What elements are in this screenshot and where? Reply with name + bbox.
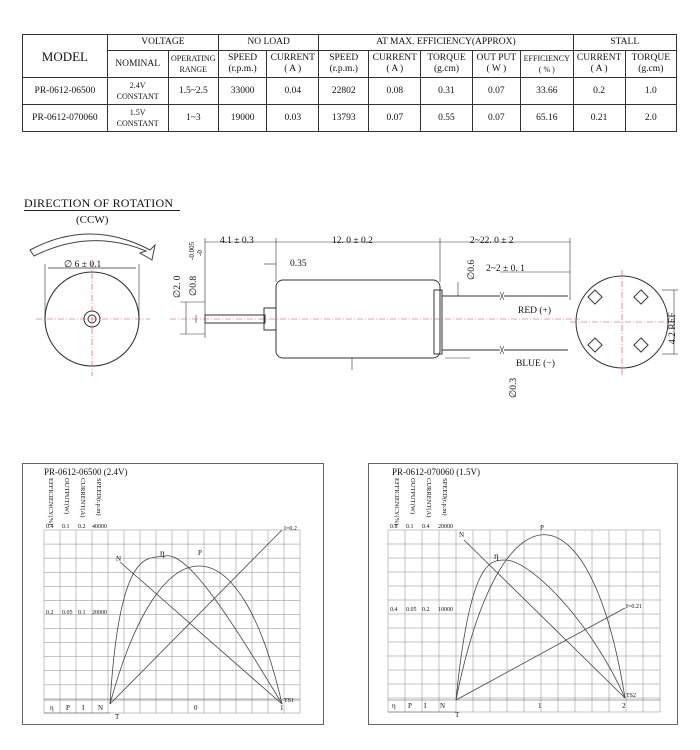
chart2-top-output: 0.1 <box>406 524 414 530</box>
dia-body-label: ∅ 6 ± 0.1 <box>64 260 102 270</box>
chart2-top-eff: 0.8 <box>390 524 398 530</box>
row-nl-current: 0.03 <box>267 105 319 132</box>
row-range: 1~3 <box>168 105 218 132</box>
chart1-mid-speed: 20000 <box>92 610 107 616</box>
chart2-mid-speed: 10000 <box>438 607 453 613</box>
chart2-axis-current: CURRENT(A) <box>425 478 432 518</box>
ccw-label: (CCW) <box>76 214 109 226</box>
red-wire-label: RED (+) <box>518 306 552 316</box>
row-model: PR-0612-070060 <box>23 105 108 132</box>
chart2-xtick-0: 1 <box>538 702 542 710</box>
dia-shaft-label: ∅0.8 <box>189 275 199 296</box>
chart1-mid-current: 0.1 <box>78 610 86 616</box>
chart2-eta-label: η <box>494 551 499 561</box>
chart2-curves <box>456 535 625 700</box>
blue-wire-label: BLUE (−) <box>516 359 555 369</box>
row-nl-speed: 19000 <box>219 105 267 132</box>
chart1-i-label: I=0.2 <box>284 526 297 532</box>
chart2-mid-current: 0.2 <box>422 607 430 613</box>
row-model: PR-0612-06500 <box>23 78 108 105</box>
chart2-foot-p: P <box>408 702 412 710</box>
dim-22-label: 2~2 ± 0. 1 <box>486 264 525 274</box>
chart1-foot-i: I <box>82 704 85 712</box>
dim-2220-label: 2~22. 0 ± 2 <box>470 236 514 246</box>
range-header: OPERATING RANGE <box>168 51 218 78</box>
chart2-mid-eff: 0.4 <box>390 607 398 613</box>
chart2-ts-label: TS2 <box>626 693 637 699</box>
st-torque-header: TORQUE (g.cm) <box>625 51 676 78</box>
row-st-current: 0.2 <box>573 78 625 105</box>
chart1-xtick-1: 1 <box>280 704 284 712</box>
chart1-axis-eff: EFFICIENCY(%) <box>47 478 54 526</box>
chart1-foot-eta: η <box>50 704 54 712</box>
voltage-header: VOLTAGE <box>107 35 218 51</box>
row-st-current: 0.21 <box>573 105 625 132</box>
dim-41-label: 4.1 ± 0.3 <box>220 236 254 246</box>
row-nl-current: 0.04 <box>267 78 319 105</box>
chart1-foot-p: P <box>66 704 70 712</box>
me-current-header: CURRENT ( A ) <box>369 51 421 78</box>
row-st-torque: 1.0 <box>625 78 676 105</box>
nl-speed-header: SPEED (r.p.m.) <box>219 51 267 78</box>
model-header: MODEL <box>23 35 108 78</box>
chart2-axis-output: OUTPUT(W) <box>409 478 416 515</box>
chart2-xtick-1: 2 <box>622 702 626 710</box>
chart1-xtick-0: 0 <box>194 704 198 712</box>
row-me-eff: 33.66 <box>521 78 573 105</box>
row-me-eff: 65.16 <box>521 105 573 132</box>
chart2-eta-curve <box>456 560 625 700</box>
chart1-top-output: 0.1 <box>62 524 70 530</box>
chart2-axis-speed: SPEED(r.p.m) <box>441 478 448 516</box>
row-nominal: 2.4V CONSTANT <box>107 78 168 105</box>
shaft-tol2-label: -0 <box>196 250 204 256</box>
chart1-axis-speed: SPEED(r.p.m) <box>95 478 102 516</box>
shaft-tol-label: -0.005 <box>188 241 196 260</box>
me-torque-header: TORQUE (g.cm) <box>421 51 472 78</box>
row-me-current: 0.08 <box>369 78 421 105</box>
chart1-top-current: 0.2 <box>78 524 86 530</box>
nl-current-header: CURRENT ( A ) <box>267 51 319 78</box>
ref-label: 4.2 REF <box>668 312 678 344</box>
chart2-grid <box>388 530 660 712</box>
row-me-output: 0.07 <box>472 78 520 105</box>
chart2-top-current: 0.4 <box>422 524 430 530</box>
chart1-top-eff: 0.4 <box>46 524 54 530</box>
chart1-n-label: N <box>116 555 122 563</box>
row-me-torque: 0.31 <box>421 78 472 105</box>
chart2-i-line <box>456 608 625 700</box>
row-me-torque: 0.55 <box>421 105 472 132</box>
dim-120-label: 12. 0 ± 0.2 <box>332 236 373 246</box>
row-me-speed: 22802 <box>319 78 369 105</box>
chart1-axis-output: OUTPUT(W) <box>63 478 70 515</box>
chart2-p-curve <box>456 535 625 700</box>
chart2-mid-output: 0.05 <box>406 607 417 613</box>
chart1-axis-current: CURRENT(A) <box>79 478 86 518</box>
nominal-header: NOMINAL <box>107 51 168 78</box>
chart1-t-label: T <box>115 713 120 721</box>
chart1-title: PR-0612-06500 (2.4V) <box>44 467 128 477</box>
maxeff-header: AT MAX. EFFICIENCY(APPROX) <box>319 35 573 51</box>
dia-03-label: ∅0.3 <box>509 377 519 398</box>
chart2-axis-eff: EFFICIENCY(%) <box>393 478 400 526</box>
me-eff-header: EFFICIENCY ( % ) <box>521 51 573 78</box>
chart2-foot-n: N <box>440 702 446 710</box>
chart2-top-speed: 20000 <box>438 524 453 530</box>
chart1-eta-label: η <box>160 548 165 558</box>
chart1-mid-eff: 0.2 <box>46 610 54 616</box>
row-range: 1.5~2.5 <box>168 78 218 105</box>
chart2-foot-eta: η <box>392 702 396 710</box>
chart2-t-label: T <box>455 711 460 719</box>
row-nl-speed: 33000 <box>219 78 267 105</box>
row-nominal: 1.5V CONSTANT <box>107 105 168 132</box>
chart2-i-label: I=0.21 <box>626 604 642 610</box>
stall-header: STALL <box>573 35 677 51</box>
chart2-title: PR-0612-070060 (1.5V) <box>392 467 480 477</box>
chart1-foot-n: N <box>98 704 104 712</box>
row-me-speed: 13793 <box>319 105 369 132</box>
row-me-current: 0.07 <box>369 105 421 132</box>
chart1-p-label: P <box>198 549 202 557</box>
row-me-output: 0.07 <box>472 105 520 132</box>
dia-20-label: ∅2. 0 <box>173 275 183 298</box>
noload-header: NO LOAD <box>219 35 319 51</box>
chart1-ts-label: TS1 <box>284 698 295 704</box>
me-speed-header: SPEED (r.p.m.) <box>319 51 369 78</box>
row-st-torque: 2.0 <box>625 105 676 132</box>
dia-06-label: ∅0.6 <box>467 259 477 280</box>
chart1-mid-output: 0.05 <box>62 610 73 616</box>
st-current-header: CURRENT ( A ) <box>573 51 625 78</box>
rotation-title: DIRECTION OF ROTATION <box>24 196 174 210</box>
chart2-p-label: P <box>540 524 544 532</box>
chart2-foot-i: I <box>424 702 427 710</box>
me-output-header: OUT PUT ( W ) <box>472 51 520 78</box>
dim-035-label: 0.35 <box>290 259 307 269</box>
chart1-top-speed: 40000 <box>92 524 107 530</box>
chart2-n-label: N <box>459 531 465 539</box>
chart2-n-line <box>464 540 625 698</box>
